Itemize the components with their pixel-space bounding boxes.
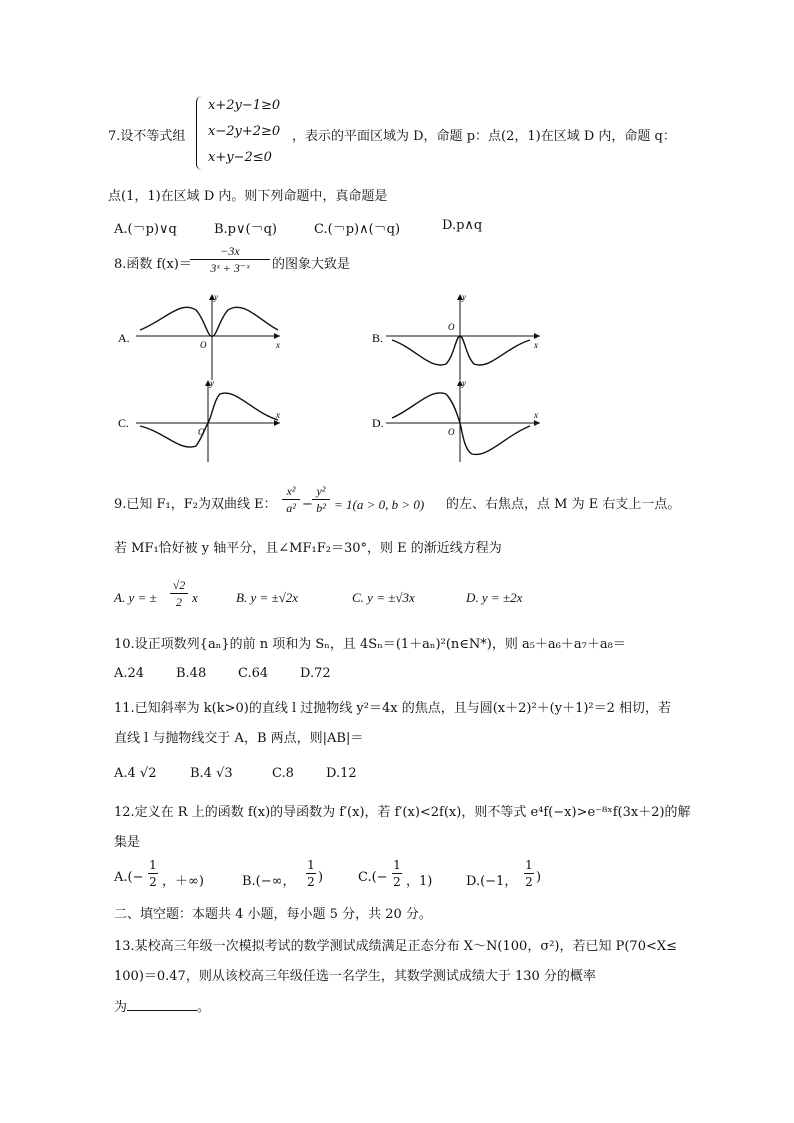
q9-choice-a-post: x	[192, 590, 198, 605]
q12-choice-c-den: 2	[393, 875, 401, 889]
graph-b-label: B.	[372, 331, 384, 345]
q9-frac-x-den: a²	[286, 501, 296, 515]
q13-line2: 100)＝0.47，则从该校高三年级任选一名学生，其数学测试成绩大于 130 分的概率	[114, 969, 596, 984]
q9-choice-c: C. y = ±√3x	[352, 590, 415, 605]
graph-a-x: x	[276, 340, 280, 350]
q12-choice-c-post: ，1)	[406, 874, 433, 889]
graph-c-x: x	[276, 410, 280, 420]
q12-choice-d-den: 2	[525, 875, 533, 889]
q11-choice-b: B.4 √3	[190, 766, 233, 781]
fraction-bar	[312, 499, 330, 500]
q7-choice-b: B.p∨(￢q)	[214, 222, 277, 237]
fraction-bar	[190, 259, 270, 260]
q10-choice-d: D.72	[300, 666, 331, 681]
q7-ineq-2: x−2y+2≥0	[208, 124, 281, 139]
q7-choice-a: A.(￢p)∨q	[114, 222, 177, 237]
q7-choice-c: C.(￢p)∧(￢q)	[314, 222, 401, 237]
q9-choice-a-frac	[170, 578, 188, 609]
q8-graphs	[0, 290, 794, 490]
q8-denominator: 3ˣ + 3⁻ˣ	[210, 261, 250, 275]
q9-eq-tail: = 1(a > 0, b > 0)	[334, 497, 425, 512]
graph-a-label: A.	[118, 331, 130, 345]
q11-choice-c: C.8	[272, 766, 294, 781]
q9-choice-a-pre: A. y = ±	[114, 590, 157, 605]
fraction-bar	[282, 499, 300, 500]
graph-c	[118, 378, 280, 462]
q7-ineq-1: x+2y−1≥0	[208, 98, 281, 113]
fraction-bar	[170, 593, 188, 594]
q7-ineq-3: x+y−2≤0	[208, 150, 272, 165]
q9-choice-b: B. y = ±√2x	[236, 590, 299, 605]
q12-line2: 集是	[114, 835, 141, 850]
graph-d-y: y	[462, 378, 466, 388]
section-2-heading: 二、填空题：本题共 4 小题，每小题 5 分，共 20 分。	[114, 907, 432, 922]
q9-frac-y-num: y²	[316, 484, 326, 498]
q12-choice-b-post: )	[318, 870, 324, 885]
graph-d-o: O	[448, 427, 455, 437]
q12-choice-b-pre: B.(−∞，	[242, 874, 296, 889]
q9-minus: −	[302, 497, 313, 512]
answer-blank[interactable]	[127, 998, 197, 1011]
graph-b-o: O	[448, 322, 455, 332]
q13-line1: 13.某校高三年级一次模拟考试的数学测试成绩满足正态分布 X～N(100，σ²)，若已知 P(70<X≤	[114, 939, 678, 954]
q13-line3-lead: 为	[114, 1000, 128, 1015]
fraction-bar	[392, 873, 402, 874]
q8-fraction	[190, 244, 270, 275]
q13-line3-end: 。	[197, 1000, 211, 1015]
q12-choice-a-post: ，＋∞)	[162, 874, 204, 889]
graph-d-x: x	[534, 410, 538, 420]
q12-choice-a-frac	[148, 858, 158, 889]
q9-choice-d: D. y = ±2x	[466, 590, 523, 605]
graph-c-label: C.	[118, 416, 130, 430]
q7-line2: 点(1，1)在区域 D 内。则下列命题中，真命题是	[108, 189, 388, 204]
q12-choice-d-post: )	[536, 870, 542, 885]
q10-choice-a: A.24	[114, 666, 145, 681]
q9-frac-x-num: x²	[286, 484, 296, 498]
q9-lead: 9.已知 F₁，F₂为双曲线 E：	[114, 497, 277, 512]
q11-choice-a: A.4 √2	[114, 766, 157, 781]
q12-choice-b-den: 2	[307, 875, 315, 889]
q12-choice-c-pre: C.(−	[358, 870, 388, 885]
q12-choice-a-num: 1	[149, 858, 157, 872]
q12-choice-d-frac	[524, 858, 534, 889]
fraction-bar	[524, 873, 534, 874]
graph-a	[118, 292, 280, 380]
graph-a-y: y	[214, 292, 218, 302]
q9-choice-a-den: 2	[176, 595, 182, 609]
q9-frac-x	[282, 484, 300, 515]
q9-frac-y	[312, 484, 330, 515]
q12-choice-c-num: 1	[393, 858, 401, 872]
graph-c-y: y	[210, 378, 214, 388]
q12-choice-d-num: 1	[525, 858, 533, 872]
q9-frac-y-den: b²	[316, 501, 326, 515]
q9-choice-a-num: √2	[172, 578, 186, 592]
q12-choice-c-frac	[392, 858, 402, 889]
graph-b-x: x	[534, 340, 538, 350]
q10-choice-b: B.48	[176, 666, 207, 681]
graph-b-y: y	[462, 292, 466, 302]
q12-choice-a-den: 2	[149, 875, 157, 889]
graph-d-label: D.	[372, 416, 384, 430]
q10-choice-c: C.64	[238, 666, 269, 681]
q7-tail: ，表示的平面区域为 D，命题 p：点(2，1)在区域 D 内，命题 q：	[292, 129, 676, 144]
graph-a-o: O	[200, 340, 207, 350]
fraction-bar	[306, 873, 316, 874]
q12-choice-b-num: 1	[307, 858, 315, 872]
q12-choice-d-pre: D.(−1，	[466, 874, 518, 889]
q7-lead: 7.设不等式组	[108, 129, 186, 144]
q8-tail: 的图象大致是	[272, 257, 351, 272]
q12-line1: 12.定义在 R 上的函数 f(x)的导函数为 f′(x)，若 f′(x)<2f(x)，则不等式 e⁴f(−x)>e⁻⁸ˣf(3x＋2)的解	[114, 805, 691, 820]
q13-line3	[114, 998, 210, 1017]
q12-choice-a-pre: A.(−	[114, 870, 144, 885]
graph-c-o: O	[198, 427, 205, 437]
q9-line2: 若 MF₁恰好被 y 轴平分，且∠MF₁F₂＝30°，则 E 的渐近线方程为	[114, 541, 502, 556]
graph-b	[372, 292, 540, 380]
q11-line2: 直线 l 与抛物线交于 A，B 两点，则|AB|＝	[114, 731, 364, 746]
q8-lead: 8.函数 f(x)＝	[114, 257, 192, 272]
q8-numerator: −3x	[220, 244, 240, 258]
q12-choice-b-frac	[306, 858, 316, 889]
q11-line1: 11.已知斜率为 k(k>0)的直线 l 过抛物线 y²＝4x 的焦点，且与圆(x＋2)²＋(y＋1)²＝2 相切，若	[114, 701, 672, 716]
q10-text: 10.设正项数列{aₙ}的前 n 项和为 Sₙ，且 4Sₙ＝(1＋aₙ)²(n∈N*)，则 a₅＋a₆＋a₇＋a₈＝	[114, 637, 626, 652]
q7-choice-d: D.p∧q	[442, 218, 483, 233]
left-brace	[196, 96, 205, 170]
q11-choice-d: D.12	[326, 766, 357, 781]
q9-tail: 的左、右焦点，点 M 为 E 右支上一点。	[446, 497, 681, 512]
fraction-bar	[148, 873, 158, 874]
graph-d	[372, 378, 540, 462]
